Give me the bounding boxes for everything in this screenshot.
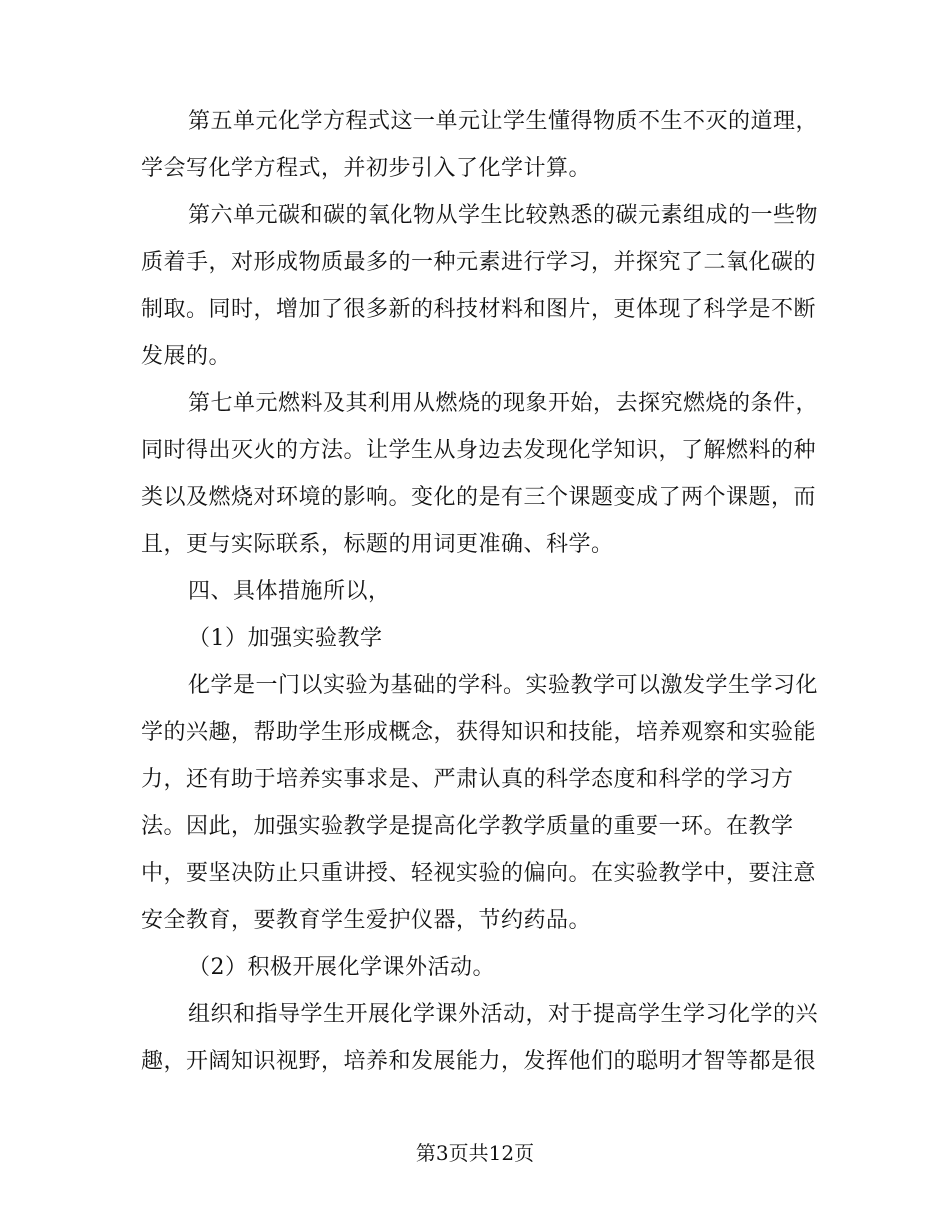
text-line: 第五单元化学方程式这一单元让学生懂得物质不生不灭的道理， [188,109,819,134]
text-line: 第七单元燃料及其利用从燃烧的现象开始，去探究燃烧的条件， [188,391,819,416]
text-line: 质着手，对形成物质最多的一种元素进行学习，并探究了二氧化碳的 [141,250,817,275]
text-line: 学的兴趣，帮助学生形成概念，获得知识和技能，培养观察和实验能 [141,720,817,745]
text-line: 力，还有助于培养实事求是、严肃认真的科学态度和科学的学习方 [141,767,794,792]
text-line: 学会写化学方程式，并初步引入了化学计算。 [141,156,592,181]
text-line: 且，更与实际联系，标题的用词更准确、科学。 [141,532,614,557]
page-number-footer: 第3页共12页 [415,1141,535,1165]
text-line: 组织和指导学生开展化学课外活动，对于提高学生学习化学的兴 [188,1002,819,1027]
text-line: 化学是一门以实验为基础的学科。实验教学可以激发学生学习化 [188,673,819,698]
text-line: 趣，开阔知识视野，培养和发展能力，发挥他们的聪明才智等都是很 [141,1049,817,1074]
text-line: 第六单元碳和碳的氧化物从学生比较熟悉的碳元素组成的一些物 [188,203,819,228]
subsection-heading: （2）积极开展化学课外活动。 [188,955,495,980]
section-heading: 四、具体措施所以， [188,579,391,604]
text-line: 安全教育，要教育学生爱护仪器，节约药品。 [141,908,592,933]
text-line: 发展的。 [141,344,232,369]
text-line: 法。因此，加强实验教学是提高化学教学质量的重要一环。在教学 [141,814,794,839]
subsection-heading: （1）加强实验教学 [188,626,383,651]
text-line: 类以及燃烧对环境的影响。变化的是有三个课题变成了两个课题，而 [141,485,817,510]
text-line: 同时得出灭火的方法。让学生从身边去发现化学知识，了解燃料的种 [141,438,817,463]
text-line: 中，要坚决防止只重讲授、轻视实验的偏向。在实验教学中，要注意 [141,861,817,886]
text-line: 制取。同时，增加了很多新的科技材料和图片，更体现了科学是不断 [141,297,817,322]
